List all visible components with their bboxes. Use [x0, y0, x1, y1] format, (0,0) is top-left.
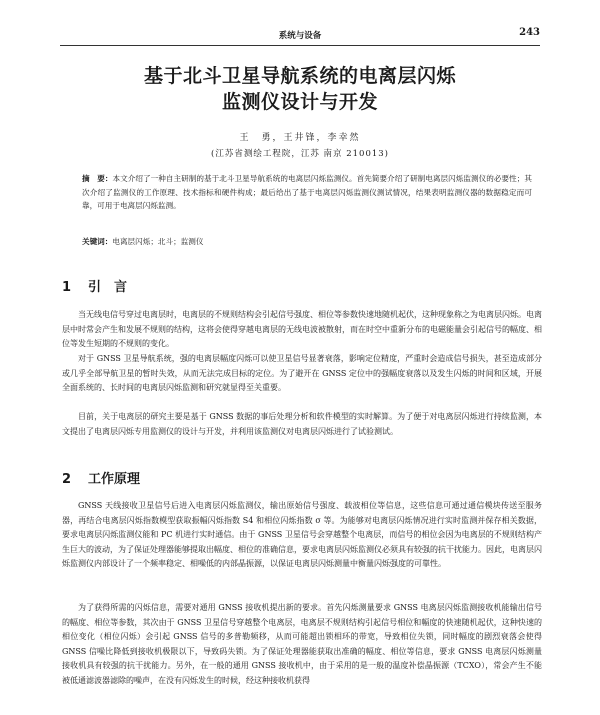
- section-1-paragraph: 当无线电信号穿过电离层时，电离层的不规则结构会引起信号强度、相位等参数快速地随机起伏，这种现象称之为电离层闪烁。电离层中时常会产生和发展不规则的结构，这将会使得穿越电离层的无线电波被散射，而在时空中重新分布的电磁能量会引起信号的幅度、相位等发生短期的不规则的变化。: [62, 310, 542, 349]
- authors: 王 勇，王井锋，李幸然: [239, 133, 361, 143]
- abstract-text: 本文介绍了一种自主研制的基于北斗卫星导航系统的电离层闪烁监测仪。首先简要介绍了研制电离层闪烁监测仪的必要性；其次介绍了监测仪的工作原理、技术指标和硬件构成；最后给出了基于电离层闪烁监测仪测试情况，结果表明监测仪器的数据稳定而可靠，可用于电离层闪烁监测。: [82, 174, 532, 211]
- paper-title: [0, 63, 600, 115]
- running-header: [60, 27, 540, 43]
- paper-title-line-2: 监测仪设计与开发: [221, 91, 378, 113]
- section-1-number: 1: [62, 280, 72, 295]
- header-rule: [60, 45, 540, 46]
- section-2-paragraph: GNSS 天线接收卫星信号后进入电离层闪烁监测仪，输出原始信号强度、载波相位等信息，这些信息可通过通信模块传送至服务器，再结合电离层闪烁指数模型获取振幅闪烁指数 S4 和相位闪烁指数 σ 等。为能够对电离层闪烁情况进行实时监测并保存相关数据，要求电离层闪烁监测仪能和 PC 机进行实时通信。由于 GNSS 卫星信号会穿越整个电离层，而信号的相位会因为电离层的不规则结构产生巨大的波动，为了保证处理器能够提取出幅度、相位的准确信息，要求电离层闪烁监测仪必须具有较强的抗干扰能力。因此，电离层闪烁监测仪内部设计了一个频率稳定、相噪低的内部晶振源，以保证电离层闪烁测量中衡量闪烁强度的可靠性。: [62, 501, 542, 569]
- journal-section-name: 系统与设备: [278, 31, 322, 41]
- page-number: 243: [519, 27, 540, 38]
- paper-title-line-1: 基于北斗卫星导航系统的电离层闪烁: [143, 65, 456, 87]
- keywords: [82, 236, 532, 247]
- section-1-paragraph: 对于 GNSS 卫星导航系统，强的电离层幅度闪烁可以使卫星信号显著衰落，影响定位精度，严重时会造成信号损失，甚至造成部分或几乎全部导航卫星的暂时失效，从而无法完成目标的定位。为了避开在 GNSS 定位中的强幅度衰落以及发生闪烁的时间和区域，开展全面系统的、长时间的电离层闪烁监测和研究就显得至关重要。: [62, 354, 542, 393]
- keywords-text: 电离层闪烁；北斗；监测仪: [112, 237, 204, 246]
- affiliation: (江苏省测绘工程院，江苏 南京 210013): [211, 149, 389, 159]
- section-1-paragraph: 目前，关于电离层的研究主要是基于 GNSS 数据的事后处理分析和软件模型的实时解算。为了便于对电离层闪烁进行持续监测，本文提出了电离层闪烁专用监测仪的设计与开发，并利用该监测仪对电离层闪烁进行了试验测试。: [62, 412, 542, 436]
- section-2-number: 2: [62, 472, 72, 487]
- keywords-label: 关键词：: [82, 237, 113, 246]
- section-1-heading: [62, 276, 127, 295]
- section-2-paragraph: 为了获得所需的闪烁信息，需要对通用 GNSS 接收机提出新的要求。首先闪烁测量要求 GNSS 电离层闪烁监测接收机能输出信号的幅度、相位等参数，其次由于 GNSS 卫星信号穿越整个电离层，电离层不规则结构引起信号相位和幅度的快速随机起伏，这种快速的相位变化（相位闪烁）会引起 GNSS 信号的多普勒频移，从而可能超出锁相环的带宽，导致相位失锁，同时幅度的剧烈衰落会使得 GNSS 信噪比降低到接收机极限以下，导致码失锁。为了保证处理器能获取出准确的幅度、相位等信息，要求 GNSS 电离层闪烁测量接收机具有较强的抗干扰能力。另外，在一般的通用 GNSS 接收机中，由于采用的是一般的温度补偿晶振源（TCXO），常会产生不能被低通滤波器滤除的噪声，在没有闪烁发生的时候，经这种接收机获得: [62, 603, 542, 685]
- section-2-heading: [62, 468, 140, 487]
- section-1-title: 引 言: [88, 280, 128, 295]
- abstract-label: 摘 要：: [82, 174, 113, 183]
- section-2-title: 工作原理: [88, 472, 141, 487]
- abstract: [82, 172, 532, 213]
